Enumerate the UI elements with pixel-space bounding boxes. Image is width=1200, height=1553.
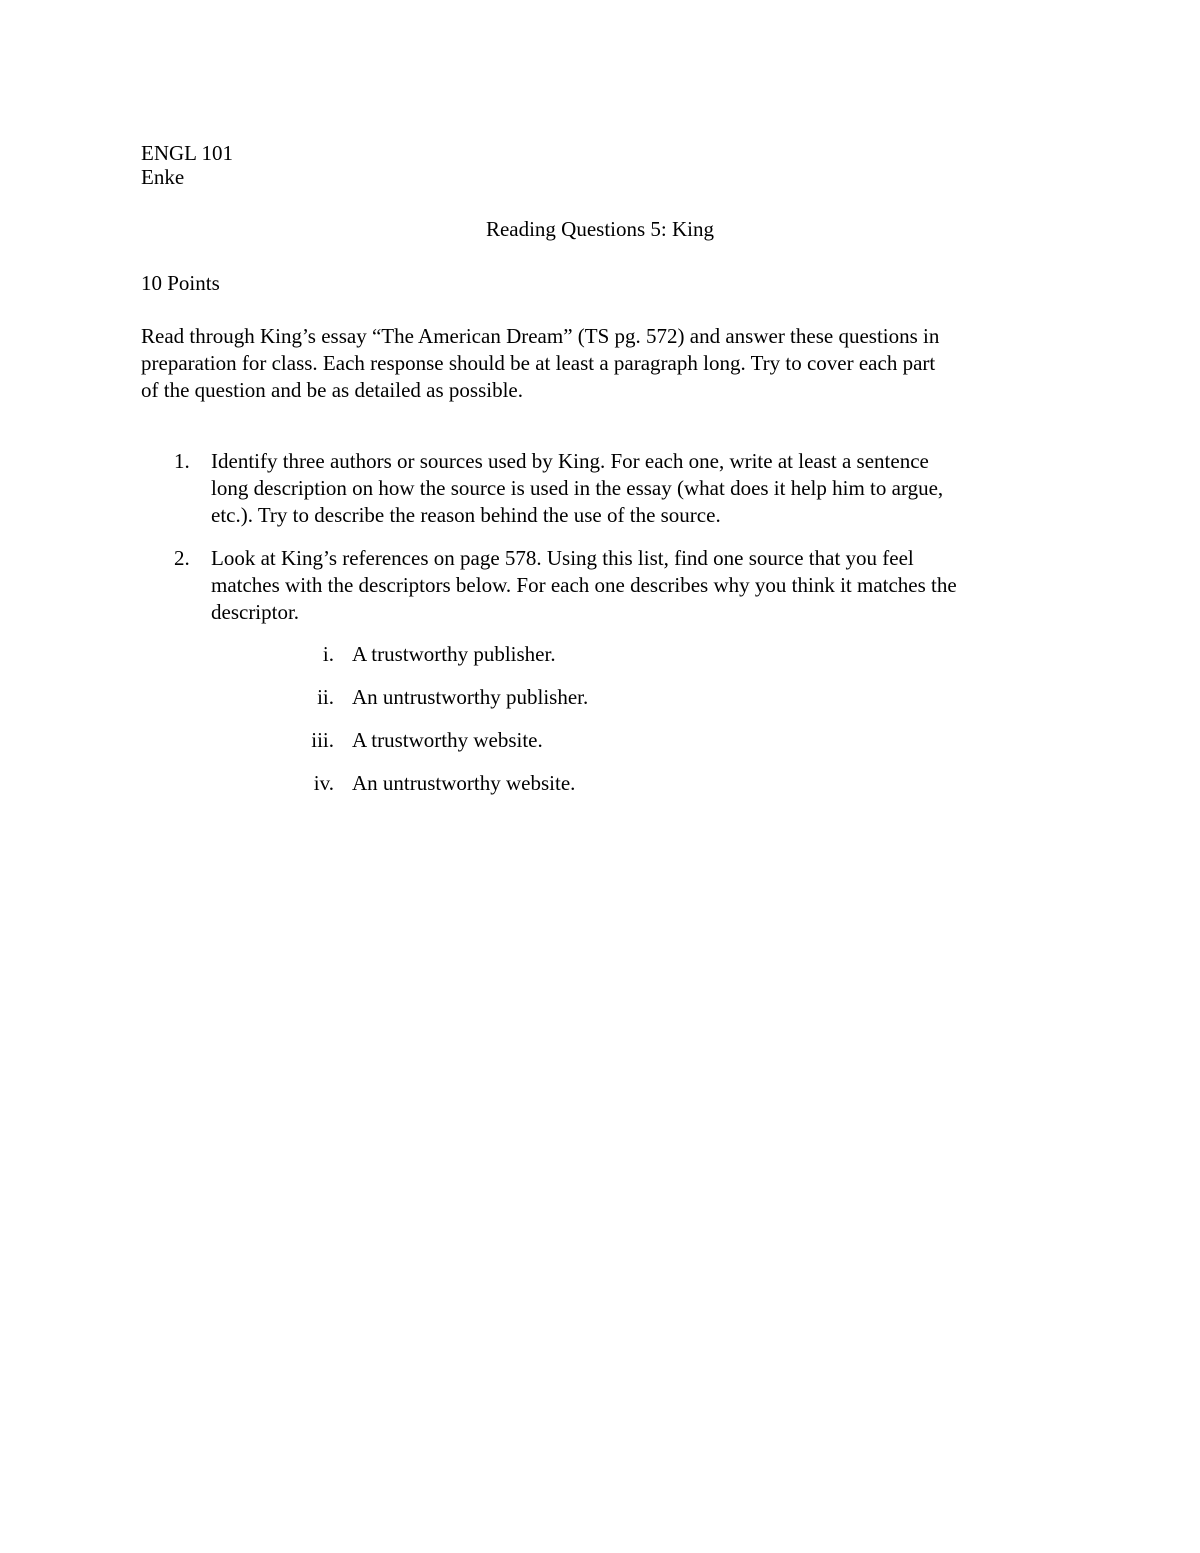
question-text [211,545,1071,626]
descriptor-numeral: ii. [317,685,334,709]
question-line: Identify three authors or sources used by King. For each one, write at least a sentence [211,449,929,473]
instructor-name: Enke [141,165,185,189]
descriptor-text: An untrustworthy website. [352,771,576,795]
descriptor-numeral: iii. [311,728,334,752]
instructions-line: Read through King’s essay “The American Dream” (TS pg. 572) and answer these questions in [141,324,940,348]
points-value: 10 Points [141,271,220,295]
descriptor-item [280,770,880,797]
question-line: long description on how the source is used in the essay (what does it help him to argue, [211,476,944,500]
descriptor-item [280,727,880,754]
course-code: ENGL 101 [141,141,233,165]
instructions-line: of the question and be as detailed as possible. [141,378,523,402]
instructions-line: preparation for class. Each response should be at least a paragraph long. Try to cover each part [141,351,936,375]
question-text [211,448,1071,529]
question-line: Look at King’s references on page 578. Using this list, find one source that you feel [211,546,914,570]
question-number: 1. [174,449,190,473]
descriptor-text: A trustworthy website. [352,728,543,752]
question-line: matches with the descriptors below. For each one describes why you think it matches the [211,573,957,597]
instructions-paragraph [141,323,1071,404]
page-title: Reading Questions 5: King [485,217,715,241]
question-line: descriptor. [211,600,300,624]
question-line: etc.). Try to describe the reason behind the use of the source. [211,503,721,527]
descriptor-text: A trustworthy publisher. [352,642,556,666]
descriptor-item [280,684,880,711]
descriptor-text: An untrustworthy publisher. [352,685,589,709]
descriptor-item [280,641,880,668]
question-number: 2. [174,546,190,570]
descriptor-numeral: i. [322,642,334,666]
descriptor-numeral: iv. [313,771,334,795]
